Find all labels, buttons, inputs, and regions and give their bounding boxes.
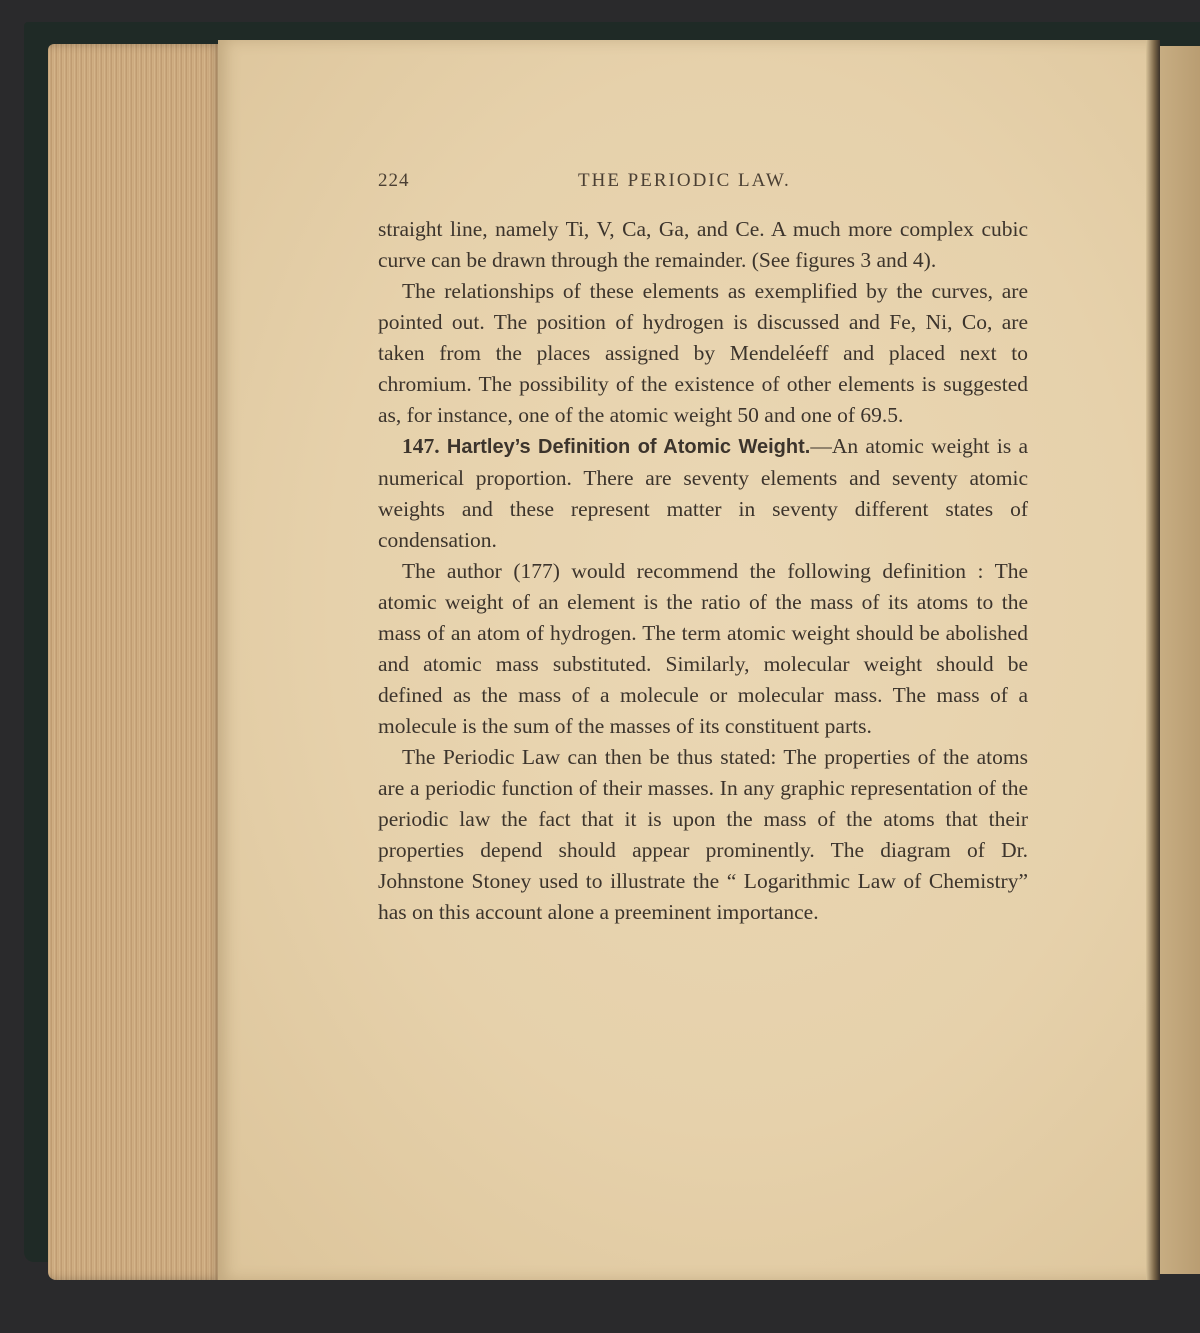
book-gutter [1146, 40, 1160, 1280]
section-number: 147. [402, 434, 440, 458]
section-paragraph [378, 431, 1028, 556]
paragraph: straight line, namely Ti, V, Ca, Ga, and Ce. A much more complex cubic curve can be drawn through the remainder. (See figures 3 and 4). [378, 217, 1028, 272]
paragraph: The relationships of these elements as exemplified by the curves, are pointed out. The position of hydrogen is discussed and Fe, Ni, Co, are taken from the places assigned by Mendeléeff and placed next to chromium. The possibility of the existence of other elements is suggested as, for instance, one of the atomic weight 50 and one of 69.5. [378, 279, 1028, 427]
page-body [378, 214, 1028, 928]
page-edges [48, 44, 223, 1280]
paragraph: The author (177) would recommend the following definition : The atomic weight of an element is the ratio of the mass of its atoms to the mass of an atom of hydrogen. The term atomic weight should be abolished and atomic mass substituted. Similarly, molecular weight should be defined as the mass of a molecule or molecular mass. The mass of a molecule is the sum of the masses of its constituent parts. [378, 559, 1028, 738]
running-title: THE PERIODIC LAW. [578, 170, 791, 191]
section-body: —An atomic weight is a numerical proportion. There are seventy elements and seventy atomic weights and these represent matter in seventy different states of condensation. [378, 434, 1029, 552]
running-header [378, 170, 1028, 194]
section-title: Hartley’s Definition of Atomic Weight. [446, 436, 811, 458]
facing-page-edge [1160, 46, 1200, 1274]
paragraph: The Periodic Law can then be thus stated: The properties of the atoms are a periodic function of their masses. In any graphic representation of the periodic law the fact that it is upon the mass of the atoms that their properties depend should appear prominently. The diagram of Dr. Johnstone Stoney used to illustrate the “ Logarithmic Law of Chemistry” has on this account alone a preeminent importance. [378, 745, 1028, 924]
page-number: 224 [378, 170, 410, 191]
